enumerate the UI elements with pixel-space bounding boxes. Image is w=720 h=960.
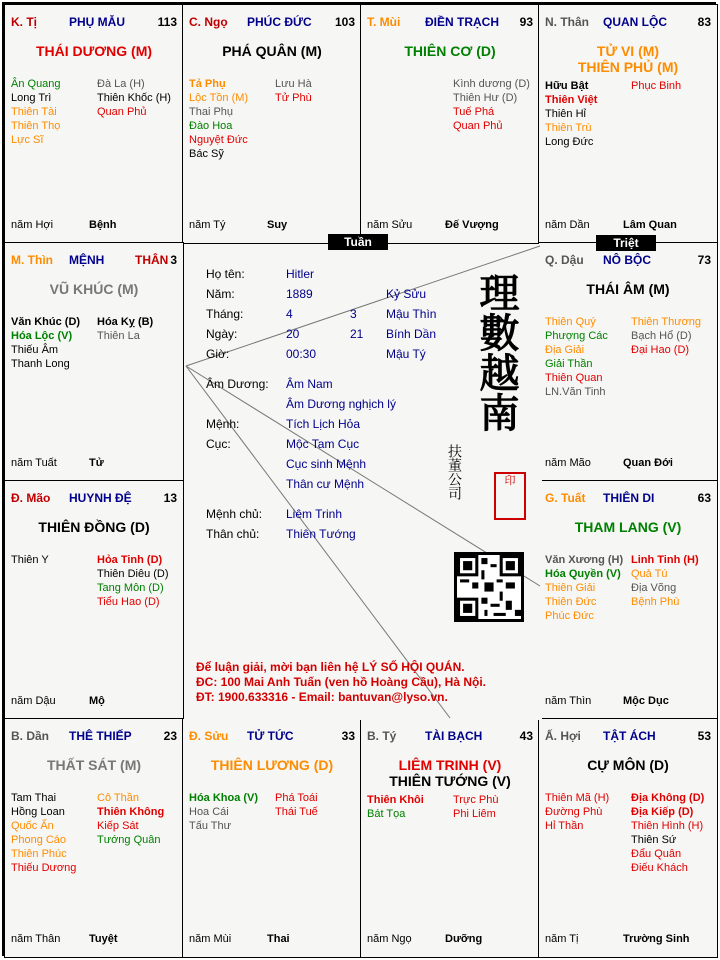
am-duong-label: Âm Dương: (206, 377, 269, 391)
minor-star: Tả Phụ (189, 78, 226, 90)
main-star: THẤT SÁT (M) (46, 757, 142, 773)
palace-header (367, 15, 533, 31)
main-star: THIÊN LƯƠNG (D) (210, 757, 334, 773)
minor-star: Tam Thai (11, 792, 57, 804)
info-label: Tháng: (206, 307, 244, 321)
palace-footer (545, 219, 711, 233)
main-star: THÁI ÂM (M) (586, 281, 670, 297)
left-minor-stars (189, 77, 248, 161)
life-stage: Thai (267, 933, 290, 945)
minor-star: Thiên Sứ (631, 834, 677, 846)
than-marker: THÂN (135, 253, 169, 267)
calligraphy-title: 理數越南 (473, 272, 520, 432)
minor-star: Hoa Cái (189, 806, 229, 818)
left-minor-stars (11, 791, 76, 875)
life-stage: Mộ (89, 695, 105, 707)
minor-star: Hỉ Thần (545, 820, 584, 832)
palace-footer (11, 695, 177, 709)
palace-name: QUAN LỘC (603, 15, 667, 29)
minor-star: Cô Thần (97, 792, 139, 804)
palace-name: ĐIỀN TRẠCH (425, 15, 499, 29)
minor-star: Tuế Phá (453, 106, 495, 118)
info-label: Ngày: (206, 327, 238, 341)
palace-name: TỬ TỨC (247, 729, 294, 743)
minor-star: Địa Giải (545, 344, 585, 356)
right-minor-stars (453, 77, 530, 133)
minor-star: Hóa Khoa (V) (189, 792, 259, 804)
palace-age-number: 23 (163, 729, 177, 743)
palace-footer (11, 219, 177, 233)
minor-star: Thiếu Âm (11, 344, 59, 356)
palace-header (11, 253, 177, 269)
minor-star: Đào Hoa (189, 120, 233, 132)
main-star: THÁI DƯƠNG (M) (35, 43, 153, 59)
minor-star: Thiên Tài (11, 106, 57, 118)
than-chu-label: Thân chủ: (206, 527, 260, 541)
palace-age-number: 103 (334, 15, 355, 29)
main-stars (539, 519, 717, 535)
minor-star: Thiên La (97, 330, 140, 342)
year-label: năm Dậu (11, 695, 56, 707)
life-stage: Tuyệt (89, 933, 118, 945)
palace-branch: Ấ. Hợi (545, 729, 581, 743)
minor-star: Thiên Giải (545, 582, 596, 594)
life-stage: Tử (89, 457, 104, 469)
minor-star: Địa Không (D) (631, 792, 705, 804)
minor-star: Linh Tinh (H) (631, 554, 699, 566)
menh-label: Mệnh: (206, 417, 240, 431)
minor-star: Long Đức (545, 136, 594, 148)
palace-cell-than[interactable] (538, 4, 718, 244)
palace-header (545, 491, 711, 507)
minor-star: Tấu Thư (189, 820, 232, 832)
minor-star: Quan Phủ (453, 120, 503, 132)
right-minor-stars (631, 79, 681, 93)
palace-cell-ty[interactable] (360, 718, 540, 958)
triet-marker: Triệt (596, 235, 656, 251)
palace-name: THÊ THIẾP (69, 729, 132, 743)
minor-star: Hóa Kỵ (B) (97, 316, 154, 328)
main-star: THIÊN PHỦ (M) (577, 59, 679, 75)
right-minor-stars (453, 793, 498, 821)
minor-star: Thái Tuế (275, 806, 318, 818)
info-label: Năm: (206, 287, 235, 301)
right-minor-stars (97, 553, 169, 609)
palace-name: THIÊN DI (603, 491, 655, 505)
minor-star: Tử Phù (275, 92, 312, 104)
palace-age-number: 13 (163, 491, 177, 505)
left-minor-stars (11, 77, 61, 147)
minor-star: Thiên Việt (545, 94, 598, 106)
palace-cell-dan[interactable] (4, 718, 184, 958)
main-stars (5, 43, 183, 59)
qr-code-icon[interactable] (454, 552, 524, 622)
info-can-chi: Bính Dần (386, 327, 437, 341)
right-minor-stars (631, 315, 701, 357)
minor-star: Thiên Thương (631, 316, 702, 328)
minor-star: Phi Liêm (453, 808, 496, 820)
palace-name: PHỤ MẪU (69, 15, 125, 29)
center-info-panel (184, 244, 542, 720)
palace-footer (11, 933, 177, 947)
minor-star: Thiên Khôi (367, 794, 424, 806)
palace-branch: K. Tị (11, 15, 37, 29)
qr-pattern (457, 555, 521, 619)
palace-footer (11, 457, 177, 471)
info-can-chi: Kỷ Sửu (386, 287, 427, 301)
year-label: năm Mão (545, 457, 591, 469)
right-minor-stars (97, 315, 153, 343)
minor-star: Trực Phù (453, 794, 499, 806)
life-stage: Trường Sinh (623, 933, 690, 945)
right-minor-stars (631, 791, 704, 875)
main-star: THIÊN TƯỚNG (V) (389, 773, 511, 789)
right-minor-stars (275, 791, 318, 819)
minor-star: Thiên Hư (D) (453, 92, 518, 104)
menh-chu-value: Liêm Trinh (286, 507, 343, 521)
info-label: Giờ: (206, 347, 230, 361)
minor-star: Văn Xương (H) (545, 554, 624, 566)
than-chu-value: Thiên Tướng (286, 527, 356, 541)
minor-star: Địa Kiếp (D) (631, 806, 694, 818)
info-can-chi: Mậu Tý (386, 347, 426, 361)
minor-star: Thiên Hỉ (545, 108, 586, 120)
minor-star: Hóa Quyền (V) (545, 568, 621, 580)
contact-info (196, 660, 486, 705)
menh-value: Tích Lịch Hỏa (286, 417, 361, 431)
main-star: CỰ MÔN (D) (587, 757, 669, 773)
life-stage: Dưỡng (445, 933, 483, 945)
main-stars (361, 43, 539, 59)
minor-star: Bệnh Phù (631, 596, 680, 608)
main-star: THIÊN ĐỒNG (D) (38, 519, 150, 535)
palace-cell-thin[interactable] (4, 242, 184, 482)
minor-star: Đại Hao (D) (631, 344, 690, 356)
life-stage: Suy (267, 219, 288, 231)
palace-header (545, 729, 711, 745)
right-minor-stars (97, 791, 164, 847)
right-minor-stars (97, 77, 171, 119)
palace-age-number: 73 (697, 253, 711, 267)
palace-age-number: 33 (341, 729, 355, 743)
minor-star: Văn Khúc (D) (11, 316, 81, 328)
main-stars (5, 757, 183, 773)
minor-star: Phá Toái (275, 792, 318, 804)
minor-star: Quả Tú (631, 568, 668, 580)
left-minor-stars (545, 315, 608, 399)
minor-star: Thiên Mã (H) (545, 792, 610, 804)
minor-star: Thiên Hình (H) (631, 820, 704, 832)
left-minor-stars (545, 79, 597, 149)
year-label: năm Thìn (545, 695, 592, 707)
palace-branch: G. Tuất (545, 491, 586, 505)
palace-footer (545, 695, 711, 709)
minor-star: Nguyệt Đức (189, 134, 248, 146)
year-label: năm Tý (189, 219, 226, 231)
left-minor-stars (11, 315, 80, 371)
minor-star: Tướng Quân (97, 834, 161, 846)
year-label: năm Thân (11, 933, 61, 945)
main-stars (539, 757, 717, 773)
palace-branch: T. Mùi (367, 15, 401, 29)
than-cu-note: Thân cư Mệnh (286, 477, 365, 491)
minor-star: Thiên Trù (545, 122, 592, 134)
minor-star: Thiên Khốc (H) (97, 92, 171, 104)
minor-star: Giải Thần (545, 358, 593, 370)
contact-line-2: ĐC: 100 Mai Anh Tuấn (ven hồ Hoàng Cầu), Hà Nội. (196, 675, 487, 689)
info-value-lunar: 3 (350, 307, 357, 321)
palace-header (11, 729, 177, 745)
palace-cell-mao[interactable] (4, 480, 184, 720)
minor-star: Long Trì (11, 92, 52, 104)
palace-branch: Đ. Mão (11, 491, 51, 505)
contact-line-1: Để luận giải, mời bạn liên hệ LÝ SỐ HỘI QUÁN. (196, 660, 465, 674)
minor-star: Phục Binh (631, 80, 682, 92)
minor-star: Lực Sĩ (11, 134, 44, 146)
minor-star: Đà La (H) (97, 78, 145, 90)
minor-star: Thiên Quan (545, 372, 603, 384)
year-label: năm Tị (545, 933, 579, 945)
life-stage: Quan Đới (623, 457, 673, 469)
minor-star: Bạch Hổ (D) (631, 330, 692, 342)
minor-star: Phượng Các (545, 330, 608, 342)
minor-star: Điếu Khách (631, 862, 688, 874)
calligraphy-subtitle: 扶董公司 (446, 444, 462, 500)
am-duong-note: Âm Dương nghịch lý (286, 397, 396, 411)
palace-name: TÀI BẠCH (425, 729, 483, 743)
minor-star: Quốc Ấn (11, 820, 54, 832)
palace-footer (189, 933, 355, 947)
main-stars (361, 757, 539, 789)
minor-star: Thiên Đức (545, 596, 597, 608)
palace-cell-ti[interactable] (4, 4, 184, 244)
palace-cell-ngo[interactable] (182, 4, 362, 244)
palace-header (11, 491, 177, 507)
palace-header (189, 729, 355, 745)
minor-star: Thiên Không (97, 806, 165, 818)
main-stars (539, 281, 717, 297)
palace-footer (545, 457, 711, 471)
minor-star: Bát Tọa (367, 808, 406, 820)
minor-star: Thiên Phúc (11, 848, 67, 860)
minor-star: Phong Cáo (11, 834, 67, 846)
palace-age-number: 3 (170, 253, 177, 267)
am-duong-value: Âm Nam (286, 377, 333, 391)
info-value: Hitler (286, 267, 315, 281)
life-stage: Bệnh (89, 219, 117, 231)
left-minor-stars (545, 791, 609, 833)
info-value: 20 (286, 327, 300, 341)
cuc-note: Cục sinh Mệnh (286, 457, 367, 471)
main-stars (183, 757, 361, 773)
palace-branch: M. Thìn (11, 253, 53, 267)
main-star: TỬ VI (M) (596, 43, 660, 59)
info-label: Họ tên: (206, 267, 245, 281)
minor-star: Thanh Long (11, 358, 70, 370)
minor-star: LN.Văn Tinh (545, 386, 606, 398)
minor-star: Phúc Đức (545, 610, 594, 622)
palace-age-number: 93 (519, 15, 533, 29)
main-star: THIÊN CƠ (D) (404, 43, 496, 59)
minor-star: Ân Quang (11, 78, 61, 90)
main-star: THAM LANG (V) (574, 519, 682, 535)
palace-header (367, 729, 533, 745)
palace-name: NÔ BỘC (603, 253, 651, 267)
year-label: năm Tuất (11, 457, 57, 469)
year-label: năm Hợi (11, 219, 54, 231)
palace-footer (367, 219, 533, 233)
minor-star: Quan Phủ (97, 106, 147, 118)
minor-star: Thiên Diêu (D) (97, 568, 169, 580)
palace-name: HUYNH ĐỆ (69, 491, 132, 505)
info-value: 4 (286, 307, 293, 321)
minor-star: Lưu Hà (275, 78, 312, 90)
palace-branch: N. Thân (545, 15, 589, 29)
palace-cell-mui[interactable] (360, 4, 540, 244)
palace-name: TẬT ÁCH (603, 729, 656, 743)
left-minor-stars (11, 553, 49, 567)
cuc-value: Mộc Tam Cục (286, 437, 360, 451)
minor-star: Kiếp Sát (97, 820, 139, 832)
main-star: VŨ KHÚC (M) (49, 281, 139, 297)
minor-star: Kình dương (D) (453, 78, 530, 90)
year-label: năm Ngọ (367, 933, 412, 945)
info-value: 00:30 (286, 347, 317, 361)
minor-star: Tang Môn (D) (97, 582, 164, 594)
life-stage: Mộc Dục (623, 695, 669, 707)
minor-star: Đẩu Quân (631, 848, 682, 860)
palace-name: PHÚC ĐỨC (247, 15, 312, 29)
right-minor-stars (275, 77, 312, 105)
minor-star: Thai Phụ (189, 106, 234, 118)
palace-cell-tuat[interactable] (538, 480, 718, 720)
left-minor-stars (367, 793, 424, 821)
palace-header (189, 15, 355, 31)
palace-cell-hoi[interactable] (538, 718, 718, 958)
main-star: PHÁ QUÂN (M) (222, 43, 322, 59)
info-can-chi: Mậu Thìn (386, 307, 437, 321)
tuan-marker: Tuần (328, 234, 388, 250)
palace-header (11, 15, 177, 31)
main-stars (539, 43, 717, 75)
palace-age-number: 53 (697, 729, 711, 743)
life-stage: Đế Vượng (445, 219, 499, 231)
palace-branch: Đ. Sửu (189, 729, 229, 743)
minor-star: Bác Sỹ (189, 148, 224, 160)
right-minor-stars (631, 553, 699, 609)
palace-footer (367, 933, 533, 947)
red-seal: 印 (494, 472, 526, 520)
palace-footer (545, 933, 711, 947)
am-duong-block (206, 374, 396, 544)
year-label: năm Sửu (367, 219, 413, 231)
minor-star: Đường Phù (545, 806, 603, 818)
minor-star: Hỏa Tinh (D) (97, 554, 163, 566)
palace-cell-suu[interactable] (182, 718, 362, 958)
minor-star: Thiên Y (11, 554, 49, 566)
palace-age-number: 113 (157, 15, 177, 29)
minor-star: Tiểu Hao (D) (97, 596, 160, 608)
palace-branch: B. Dần (11, 729, 50, 743)
minor-star: Thiếu Dương (11, 862, 77, 874)
main-stars (183, 43, 361, 59)
minor-star: Thiên Thọ (11, 120, 61, 132)
palace-branch: C. Ngọ (189, 15, 228, 29)
info-value-lunar: 21 (350, 327, 364, 341)
main-star: LIÊM TRINH (V) (398, 757, 502, 773)
palace-age-number: 83 (697, 15, 711, 29)
year-label: năm Mùi (189, 933, 232, 945)
info-value: 1889 (286, 287, 313, 301)
left-minor-stars (189, 791, 258, 833)
minor-star: Lộc Tồn (M) (189, 92, 249, 104)
palace-footer (189, 219, 355, 233)
minor-star: Hữu Bật (545, 80, 589, 92)
minor-star: Địa Võng (631, 582, 677, 594)
left-minor-stars (545, 553, 623, 623)
chart-board (2, 2, 716, 956)
palace-header (545, 253, 711, 269)
palace-name: MỆNH (69, 253, 105, 267)
palace-cell-dau[interactable] (538, 242, 718, 482)
main-stars (5, 281, 183, 297)
palace-age-number: 43 (519, 729, 533, 743)
contact-line-3: ĐT: 1900.633316 - Email: bantuvan@lyso.vn. (196, 690, 448, 704)
palace-branch: Q. Dậu (545, 253, 584, 267)
life-stage: Lâm Quan (623, 219, 677, 231)
palace-branch: B. Tý (367, 729, 397, 743)
year-label: năm Dần (545, 219, 590, 231)
main-stars (5, 519, 183, 535)
palace-header (545, 15, 711, 31)
cuc-label: Cục: (206, 437, 231, 451)
minor-star: Hồng Loan (11, 806, 65, 818)
palace-age-number: 63 (697, 491, 711, 505)
minor-star: Thiên Quý (545, 316, 596, 328)
minor-star: Hóa Lộc (V) (11, 330, 73, 342)
menh-chu-label: Mệnh chủ: (206, 507, 263, 521)
